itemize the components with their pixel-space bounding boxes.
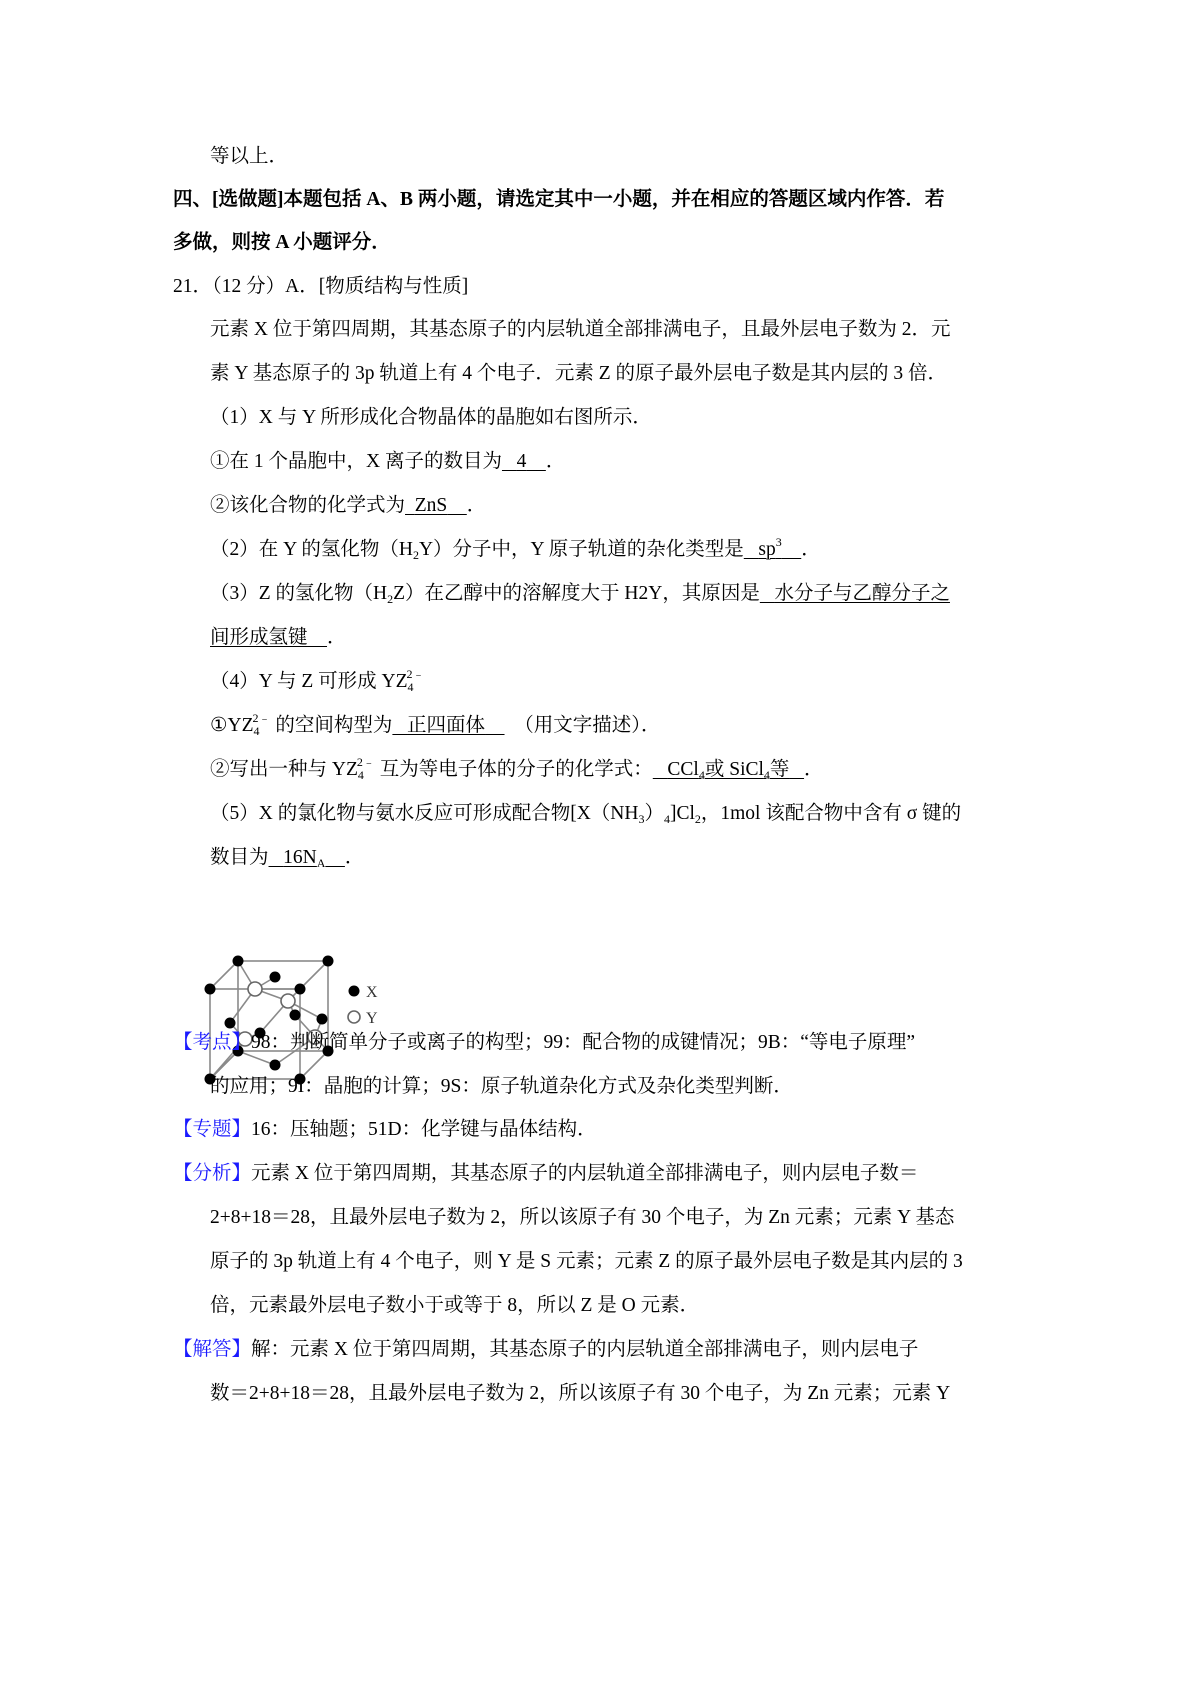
intro-line1: 元素 X 位于第四周期，其基态原子的内层轨道全部排满电子，且最外层电子数为 2．元 <box>210 319 951 340</box>
question-5-prefix: 数目为 <box>210 847 269 868</box>
question-1: （1）X 与 Y 所形成化合物晶体的晶胞如右图所示． <box>210 407 652 428</box>
question-4a-superscript: 2﹣ <box>252 711 271 725</box>
question-2-prefix: （2）在 Y 的氢化物（H <box>210 539 413 560</box>
atom-y <box>248 982 262 996</box>
intro-line2: 素 Y 基态原子的 3p 轨道上有 4 个电子．元素 Z 的原子最外层电子数是其内层的 3 倍． <box>210 363 948 384</box>
atom-x <box>270 972 281 983</box>
question-4b-superscript: 2﹣ <box>356 755 375 769</box>
question-header: 21．（12 分）A．[物质结构与性质] <box>173 276 469 297</box>
jieda-label: 【解答】 <box>173 1339 252 1360</box>
question-4-subscript: 4 <box>407 680 414 694</box>
answer-2 <box>744 535 801 560</box>
jieda-line2: 数＝2+8+18＝28，且最外层电子数为 2，所以该原子有 30 个电子，为 Zn 元素；元素 Y <box>210 1383 951 1404</box>
atom-x <box>323 956 334 967</box>
answer-1b <box>405 495 467 516</box>
kaodian-label: 【考点】 <box>173 1032 252 1053</box>
answer-4b-ccl: CCl <box>667 759 699 780</box>
atom-x <box>270 1060 281 1071</box>
question-4-superscript: 2﹣ <box>406 667 425 681</box>
answer-3-part1-value: 水分子与乙醇分子之 <box>774 583 950 604</box>
question-4-text: （4）Y 与 Z 可形成 YZ <box>210 671 408 692</box>
atom-x <box>225 1018 236 1029</box>
question-2-subscript: 2 <box>412 548 419 562</box>
answer-5-value: 16N <box>283 847 317 868</box>
question-5-text-a: （5）X 的氯化物与氨水反应可形成配合物[X（NH <box>210 803 639 824</box>
answer-2-superscript: 3 <box>775 535 782 549</box>
legend-y-marker <box>348 1011 360 1023</box>
fenxi-line4: 倍，元素最外层电子数小于或等于 8，所以 Z 是 O 元素． <box>210 1295 700 1316</box>
atom-x <box>295 984 306 995</box>
atom-x <box>233 956 244 967</box>
figure-legend <box>348 984 378 1027</box>
question-3-prefix: （3）Z 的氢化物（H <box>210 583 388 604</box>
zhuanti-line <box>173 1116 597 1144</box>
answer-3-part2 <box>210 627 327 648</box>
question-1a: ①在 1 个晶胞中，X 离子的数目为 4 ． <box>210 451 566 472</box>
fenxi-line2: 2+8+18＝28，且最外层电子数为 2，所以该原子有 30 个电子，为 Zn 元素；元素 Y 基态 <box>210 1207 955 1228</box>
answer-1a-value: 4 <box>516 451 527 472</box>
answer-4b-sicl: 或 SiCl <box>704 759 764 780</box>
question-5-text-d: ，1mol 该配合物中含有 σ 键的 <box>700 803 962 824</box>
jieda-text: 解：元素 X 位于第四周期，其基态原子的内层轨道全部排满电子，则内层电子 <box>251 1339 919 1360</box>
question-5-subscript-2: 2 <box>694 812 701 826</box>
continuation-text: 等以上． <box>210 146 289 167</box>
question-4b-prefix: ②写出一种与 YZ <box>210 759 358 780</box>
answer-2-value: sp <box>758 539 776 560</box>
answer-3-part1 <box>760 583 950 604</box>
question-3-mid: Z）在乙醇中的溶解度大于 H2Y，其原因是 <box>393 583 760 604</box>
question-4 <box>210 668 425 696</box>
answer-4b <box>653 759 804 780</box>
question-1a-prefix: ①在 1 个晶胞中，X 离子的数目为 <box>210 451 502 472</box>
question-2: （2）在 Y 的氢化物$(H_2Y)$分子中，Y 原子轨道的杂化类型是 $sp^3$ ． <box>210 535 821 562</box>
question-5-subscript-3: 3 <box>638 812 645 826</box>
answer-1a <box>502 451 546 472</box>
question-5-subscript-4: 4 <box>663 812 670 826</box>
section-heading-line1: 四、[选做题]本题包括 A、B 两小题，请选定其中一小题，并在相应的答题区域内作答．若 <box>173 189 945 210</box>
kaodian-text: 98：判断简单分子或离子的构型；99：配合物的成键情况；9B：“等电子原理” <box>251 1032 916 1053</box>
legend-y-label: Y <box>366 1010 378 1027</box>
question-4a-suffix: （用文字描述）． <box>514 715 661 736</box>
fenxi-label: 【分析】 <box>173 1163 252 1184</box>
answer-4b-ccl-subscript: 4 <box>698 768 705 782</box>
question-5-line1 <box>210 800 961 828</box>
answer-4a <box>392 715 504 736</box>
zhuanti-label: 【专题】 <box>173 1119 252 1140</box>
question-5-text-b: ） <box>644 803 664 824</box>
answer-4b-sicl-subscript: 4 <box>763 768 770 782</box>
answer-1b-value: ZnS <box>414 495 448 516</box>
question-5-text-c: ]Cl <box>669 803 695 824</box>
question-3 <box>210 580 950 608</box>
atom-x <box>205 984 216 995</box>
atom-x <box>290 1010 301 1021</box>
question-4b: ②写出一种与 $YZ_4^{2﹣}$ 互为等电子体的分子的化学式： CCl$_4$或 SiCl$_4$等 ． <box>210 755 824 782</box>
kaodian-line1 <box>173 1029 915 1057</box>
question-5-line2: 数目为 $16N_A$ ． <box>210 847 365 870</box>
question-3-subscript: 2 <box>387 592 394 606</box>
jieda-line1 <box>173 1336 918 1364</box>
question-4a-mid: 的空间构型为 <box>275 715 393 736</box>
answer-5-subscript: A <box>316 856 326 870</box>
question-4a-prefix: ①YZ <box>210 715 254 736</box>
kaodian-line2: 的应用；9I：晶胞的计算；9S：原子轨道杂化方式及杂化类型判断． <box>210 1076 793 1097</box>
question-1b-prefix: ②该化合物的化学式为 <box>210 495 406 516</box>
fenxi-line3: 原子的 3p 轨道上有 4 个电子，则 Y 是 S 元素；元素 Z 的原子最外层电子数是其内层的 3 <box>210 1251 963 1272</box>
question-4b-mid: 互为等电子体的分子的化学式： <box>379 759 653 780</box>
zhuanti-text: 16：压轴题；51D：化学键与晶体结构． <box>251 1119 597 1140</box>
question-3-cont: 间形成氢键 ． <box>210 627 347 648</box>
question-1b: ②该化合物的化学式为 ZnS ． <box>210 495 487 516</box>
fenxi-line1 <box>173 1160 918 1188</box>
answer-4a-value: 正四面体 <box>407 715 486 736</box>
answer-5 <box>269 847 345 868</box>
atom-y <box>281 994 295 1008</box>
question-4b-subscript: 4 <box>357 768 364 782</box>
atom-x <box>317 1014 328 1025</box>
legend-x-label: X <box>366 984 378 1001</box>
question-4a-subscript: 4 <box>253 724 260 738</box>
question-4a <box>210 712 661 740</box>
question-2-mid: Y）分子中，Y 原子轨道的杂化类型是 <box>418 539 744 560</box>
legend-x-marker <box>349 986 360 997</box>
section-heading-line2: 多做，则按 A 小题评分． <box>173 232 391 253</box>
fenxi-text: 元素 X 位于第四周期，其基态原子的内层轨道全部排满电子，则内层电子数＝ <box>251 1163 919 1184</box>
answer-3-part2-value: 间形成氢键 <box>210 627 308 648</box>
answer-4b-suffix: 等 <box>769 759 790 780</box>
